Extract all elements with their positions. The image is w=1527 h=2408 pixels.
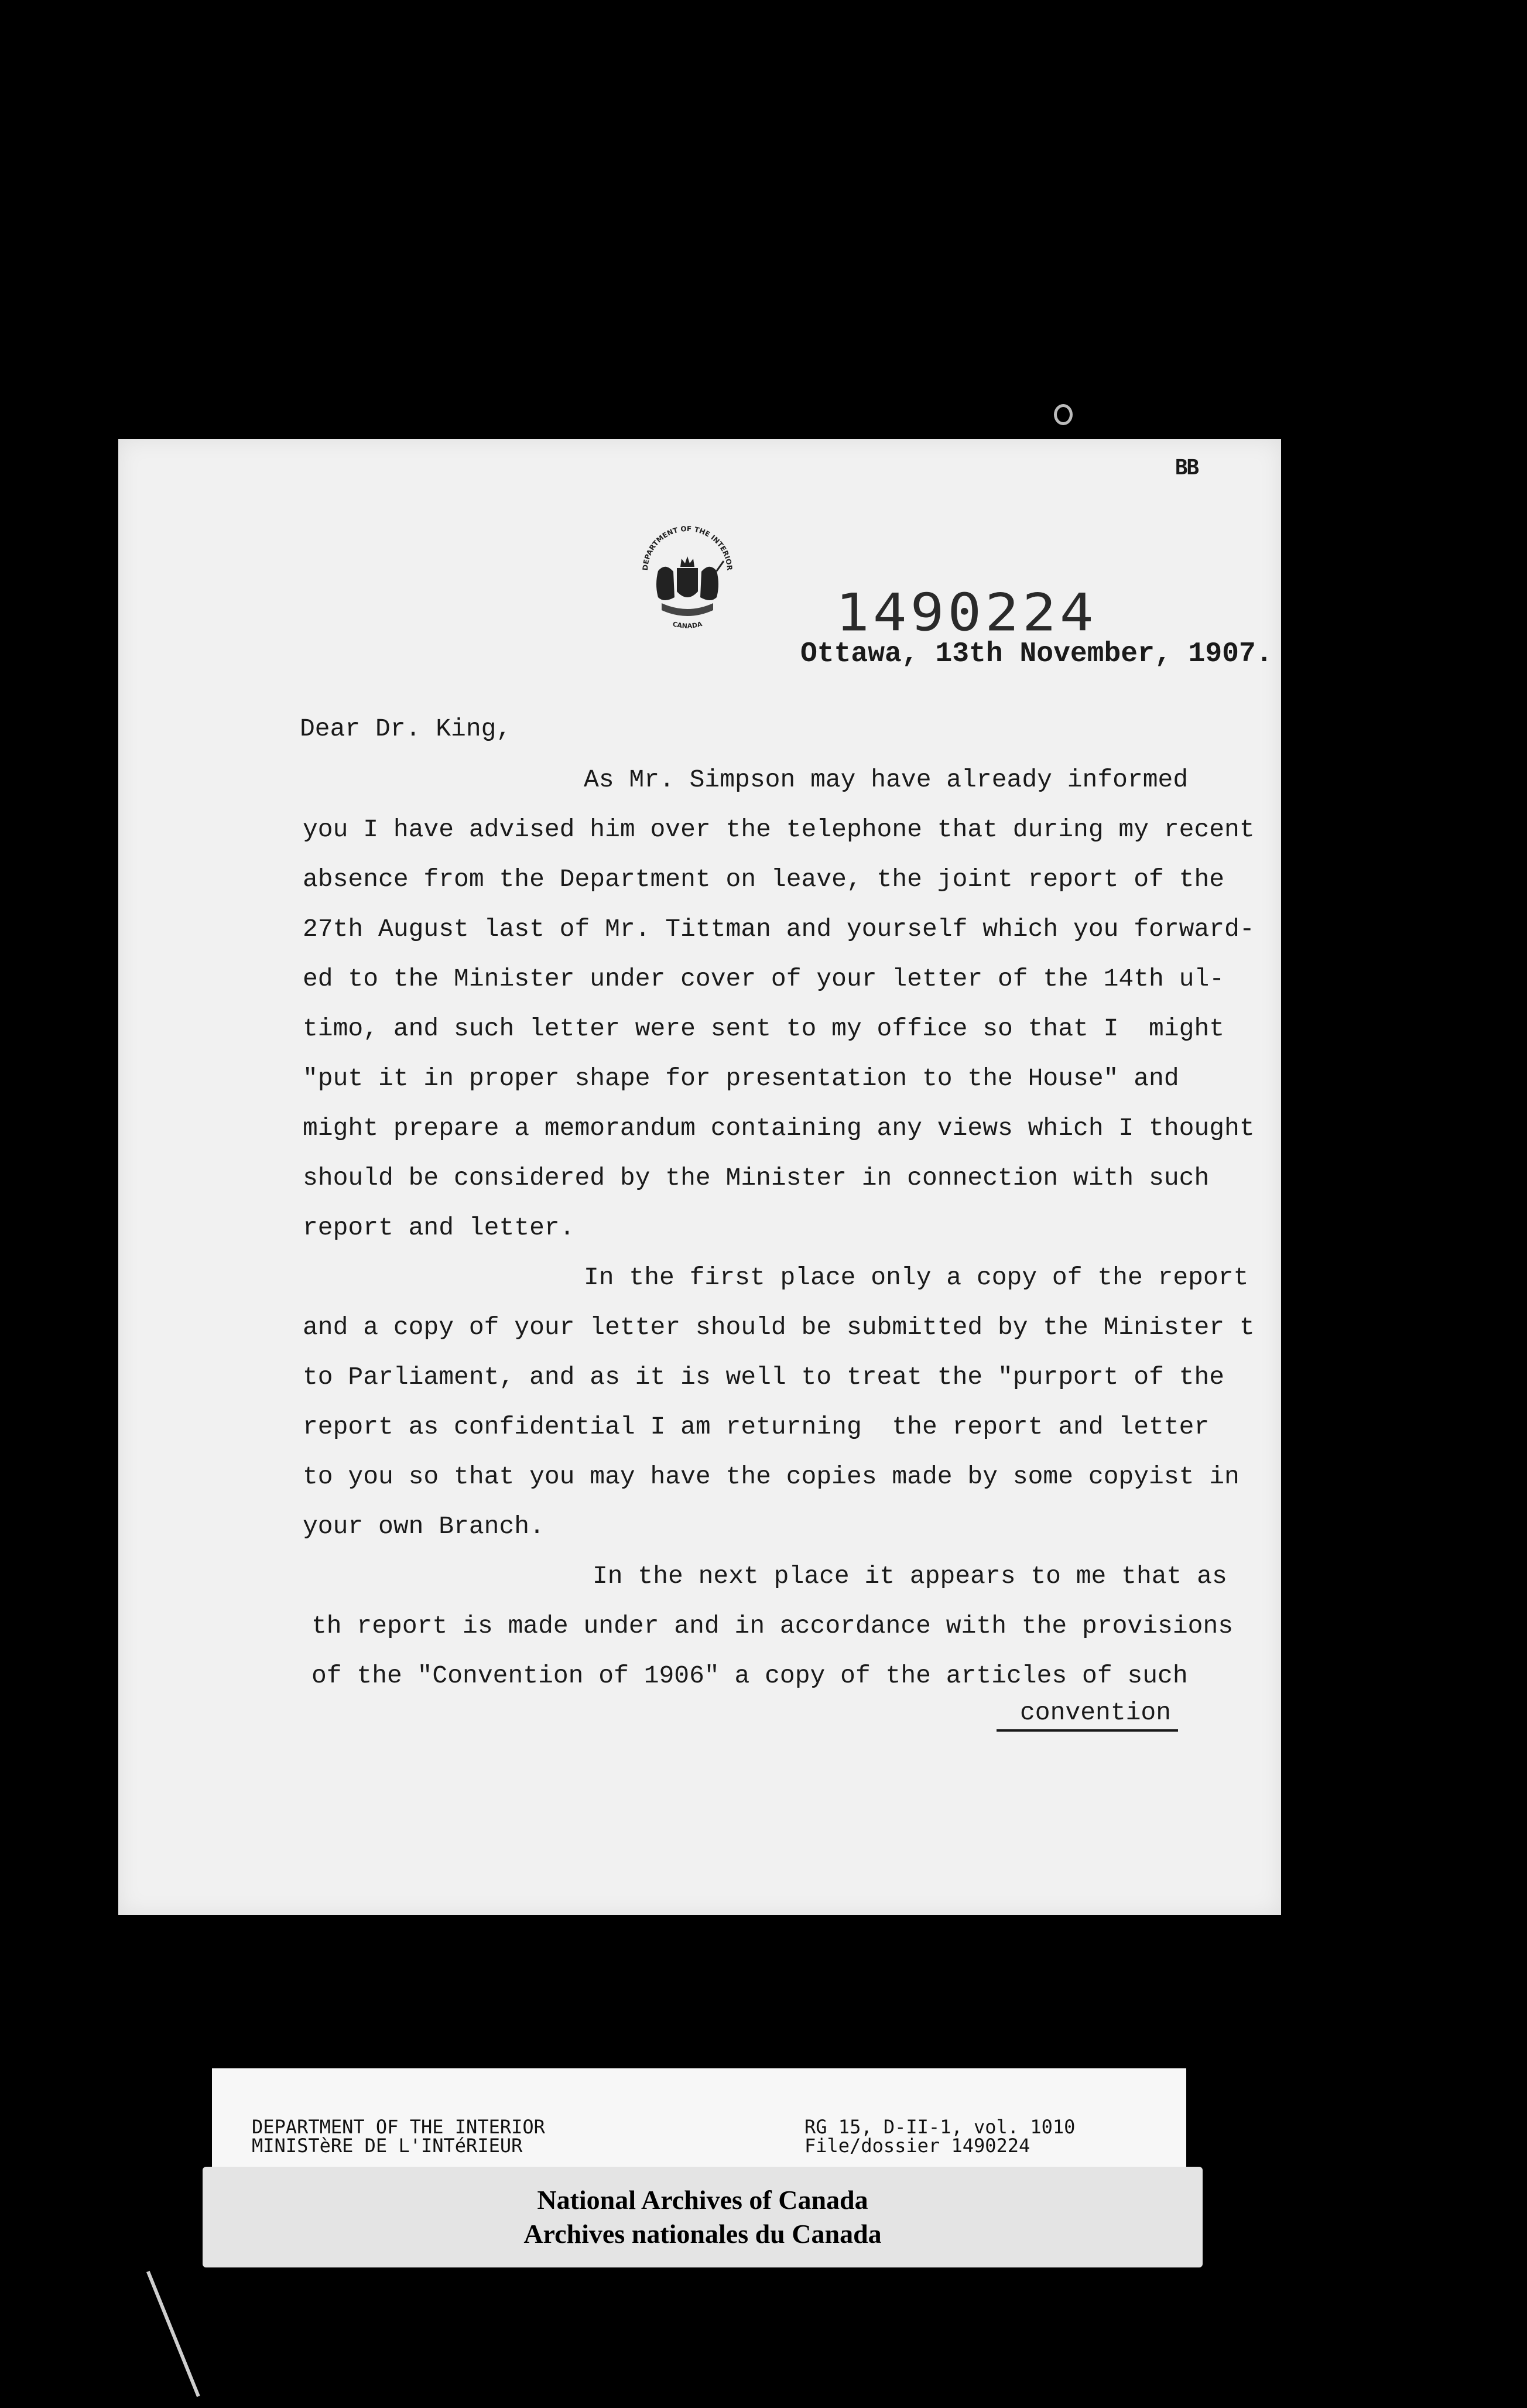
archives-name-fr: Archives nationales du Canada	[523, 2219, 882, 2249]
margin-mark	[1054, 404, 1073, 425]
file-dossier-ref: File/dossier 1490224	[804, 2135, 1030, 2157]
archives-name-en: National Archives of Canada	[537, 2185, 868, 2215]
letter-line: might prepare a memorandum containing any views which I thought	[303, 1114, 1255, 1143]
letter-line: ed to the Minister under cover of your letter of the 14th ul-	[303, 964, 1225, 993]
corner-mark: BB	[1175, 456, 1199, 480]
letter-line: "put it in proper shape for presentation to the House" and	[303, 1064, 1179, 1093]
letter-line: absence from the Department on leave, the joint report of the	[303, 865, 1225, 894]
letter-line: report as confidential I am returning the report and letter	[303, 1412, 1210, 1441]
record-group-ref: RG 15, D-II-1, vol. 1010	[804, 2116, 1076, 2138]
letter-line: As Mr. Simpson may have already informed	[584, 765, 1189, 794]
archive-reference-label	[212, 2068, 1186, 2168]
letter-line: of the "Convention of 1906" a copy of the articles of such	[311, 1661, 1188, 1690]
crest-top-text: DEPARTMENT OF THE INTERIOR	[641, 524, 734, 571]
letter-body	[118, 439, 1281, 1915]
dept-name-en: DEPARTMENT OF THE INTERIOR	[252, 2116, 545, 2138]
letter-line: In the next place it appears to me that as	[593, 1562, 1227, 1590]
archives-name-card	[203, 2167, 1203, 2267]
letter-line: to Parliament, and as it is well to treat the "purport of the	[303, 1363, 1225, 1391]
file-number-stamp: 1490224	[836, 582, 1097, 643]
letter-line: and a copy of your letter should be submitted by the Minister t	[303, 1313, 1255, 1342]
letter-line: to you so that you may have the copies made by some copyist in	[303, 1462, 1240, 1491]
letter-line: should be considered by the Minister in connection with such	[303, 1164, 1210, 1192]
crest-bottom-text: CANADA	[672, 620, 703, 630]
letter-line: th report is made under and in accordance with the provisions	[311, 1612, 1234, 1640]
letter-line: your own Branch.	[303, 1512, 545, 1541]
dept-name-fr: MINISTèRE DE L'INTéRIEUR	[252, 2135, 523, 2157]
letter-line: In the first place only a copy of the report	[584, 1263, 1249, 1292]
letter-line: timo, and such letter were sent to my office so that I might	[303, 1014, 1225, 1043]
letter-line: you I have advised him over the telephone that during my recent	[303, 815, 1255, 844]
letter-dateline: Ottawa, 13th November, 1907.	[800, 638, 1273, 670]
letter-salutation: Dear Dr. King,	[300, 714, 512, 743]
film-scratch	[146, 2271, 200, 2397]
letter-line: 27th August last of Mr. Tittman and yourself which you forward-	[303, 915, 1255, 943]
letter-line: report and letter.	[303, 1213, 575, 1242]
letter-closing-word: convention	[997, 1698, 1178, 1732]
letter-page	[118, 439, 1281, 1915]
